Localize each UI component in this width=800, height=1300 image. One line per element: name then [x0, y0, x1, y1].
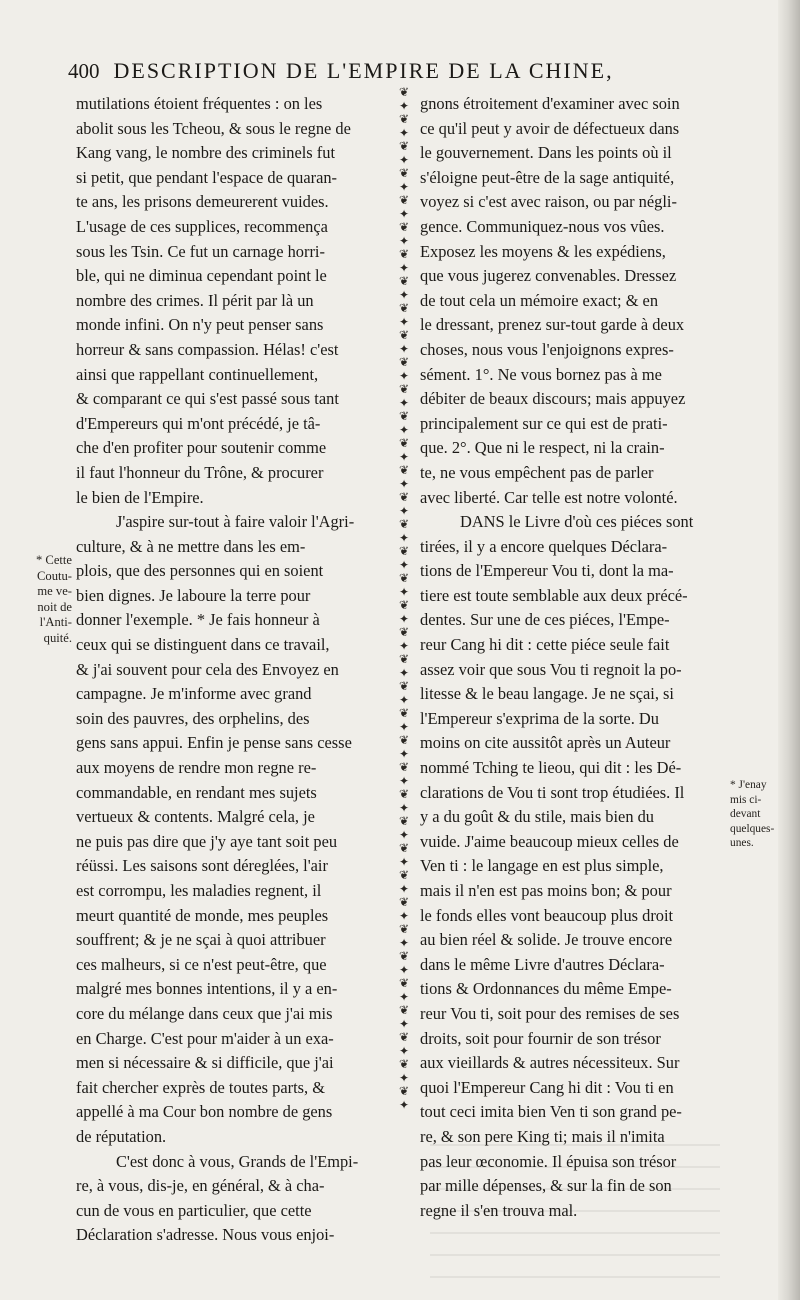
text-line: souffrent; & je ne sçai à quoi attribuer: [76, 930, 326, 950]
text-line: * Cette: [35, 553, 72, 567]
left-text-column: [76, 92, 392, 1248]
text-line: reur Cang hi dit : cette piéce seule fait: [420, 635, 670, 655]
divider-ornament-glyph: ✦: [398, 800, 410, 815]
text-line: s'éloigne peut-être de la sage antiquité,: [420, 167, 675, 187]
divider-ornament-glyph: ✦: [398, 422, 410, 437]
text-line: quoi l'Empereur Cang hi dit : Vou ti en: [420, 1077, 674, 1097]
text-line: unes.: [730, 837, 754, 850]
divider-ornament-glyph: ❦: [398, 544, 410, 558]
text-line: moins on cite aussitôt après un Auteur: [420, 733, 671, 753]
text-line: quité.: [43, 630, 72, 645]
text-line: Kang vang, le nombre des criminels fut: [76, 143, 335, 163]
divider-ornament-glyph: ❦: [398, 1084, 410, 1098]
show-through-bleed: [430, 1128, 720, 1278]
text-line: assez voir que sous Vou ti regnoit la po-: [420, 659, 682, 679]
text-line: me ve-: [37, 584, 72, 599]
text-line: commandable, en rendant mes sujets: [76, 782, 317, 802]
text-line: l'Empereur s'exprima de la sorte. Du: [420, 708, 659, 728]
text-line: voyez si c'est avec raison, ou par négli-: [420, 192, 677, 212]
column-divider-ornament: [395, 86, 413, 1124]
text-line: horreur & sans compassion. Hélas! c'est: [76, 339, 339, 359]
text-line: si petit, que pendant l'espace de quaran-: [76, 167, 338, 187]
text-line: que vous jugerez convenables. Dressez: [420, 266, 677, 286]
divider-ornament-glyph: ✦: [398, 962, 410, 977]
divider-ornament-glyph: ✦: [398, 1043, 410, 1058]
text-line: de tout cela un mémoire exact; & en: [420, 290, 659, 310]
text-line: & j'ai souvent pour cela des Envoyez en: [76, 659, 339, 679]
text-line: par mille dépenses, & sur la fin de son: [420, 1176, 672, 1196]
divider-ornament-glyph: ❦: [398, 706, 410, 720]
divider-ornament-glyph: ❦: [398, 895, 410, 909]
text-line: tiere est toute semblable aux deux précé-: [420, 585, 688, 605]
text-line: * J'enay: [730, 779, 767, 791]
text-line: ainsi que rappellant continuellement,: [76, 364, 319, 384]
divider-ornament-glyph: ❦: [398, 355, 410, 369]
divider-ornament-glyph: ✦: [398, 449, 410, 464]
divider-ornament-glyph: ✦: [398, 1016, 410, 1031]
text-line: campagne. Je m'informe avec grand: [76, 684, 312, 704]
text-line: Ven ti : le langage en est plus simple,: [420, 856, 664, 876]
text-line: men si nécessaire & si difficile, que j'ai: [76, 1053, 334, 1073]
divider-ornament-glyph: ❦: [398, 949, 410, 963]
divider-ornament-glyph: ❦: [398, 463, 410, 477]
text-line: mis ci-: [730, 793, 762, 806]
divider-ornament-glyph: ❦: [398, 571, 410, 585]
divider-ornament-glyph: ❦: [398, 139, 410, 153]
text-line: vuide. J'aime beaucoup mieux celles de: [420, 831, 679, 851]
divider-ornament-glyph: ✦: [398, 206, 410, 221]
divider-ornament-glyph: ❦: [398, 868, 410, 882]
text-line: litesse & le beau langage. Je ne sçai, si: [420, 684, 674, 704]
text-line: mais il n'en est pas moins bon; & pour: [420, 881, 672, 900]
divider-ornament-glyph: ❦: [398, 490, 410, 504]
divider-ornament-glyph: ❦: [398, 409, 410, 423]
text-line: vertueux & contents. Malgré cela, je: [76, 807, 315, 827]
divider-ornament-glyph: ✦: [398, 773, 410, 788]
margin-note-right: [730, 778, 790, 851]
divider-ornament-glyph: ❦: [398, 86, 410, 99]
divider-ornament-glyph: ✦: [398, 341, 410, 356]
text-line: Coutu-: [37, 568, 72, 583]
text-line: J'aspire sur-tout à faire valoir l'Agri-: [116, 512, 355, 532]
text-line: le fonds elles vont beaucoup plus droit: [420, 905, 674, 925]
running-header: [68, 58, 688, 90]
text-line: pas leur œconomie. Il épuisa son trésor: [420, 1151, 677, 1171]
text-line: clarations de Vou ti sont trop étudiées. Il: [420, 782, 685, 802]
text-line: débiter de beaux discours; mais appuyez: [420, 389, 686, 409]
divider-ornament-glyph: ✦: [398, 314, 410, 329]
divider-ornament-glyph: ❦: [398, 1003, 410, 1017]
divider-ornament-glyph: ✦: [398, 125, 410, 140]
divider-ornament-glyph: ❦: [398, 436, 410, 450]
text-line: réüssi. Les saisons sont déreglées, l'air: [76, 856, 328, 876]
divider-ornament-glyph: ❦: [398, 517, 410, 531]
text-line: tout ceci imita bien Ven ti son grand pe-: [420, 1102, 682, 1122]
text-line: re, & son pere King ti; mais il n'imita: [420, 1126, 665, 1146]
text-line: de réputation.: [76, 1126, 167, 1146]
text-line: ce qu'il peut y avoir de défectueux dans: [420, 118, 680, 138]
divider-ornament-glyph: ❦: [398, 760, 410, 774]
divider-ornament-glyph: ❦: [398, 922, 410, 936]
divider-ornament-glyph: ✦: [398, 1070, 410, 1085]
text-line: le dressant, prenez sur-tout garde à deux: [420, 315, 685, 335]
text-line: tions & Ordonnances du même Empe-: [420, 979, 672, 999]
divider-ornament-glyph: ✦: [398, 368, 410, 383]
text-line: ble, qui ne diminua cependant point le: [76, 266, 327, 286]
text-line: aux vieillards & autres nécessiteux. Sur: [420, 1053, 680, 1073]
text-line: noit de: [37, 599, 72, 614]
divider-ornament-glyph: ❦: [398, 598, 410, 612]
text-line: quelques-: [730, 822, 775, 835]
divider-ornament-glyph: ✦: [398, 98, 410, 113]
page-edge-shadow: [778, 0, 800, 1300]
text-line: gens sans appui. Enfin je pense sans cesse: [76, 733, 352, 753]
divider-ornament-glyph: ❦: [398, 166, 410, 180]
divider-ornament-glyph: ✦: [398, 881, 410, 896]
text-line: plois, que des personnes qui en soient: [76, 561, 324, 581]
right-text-column: [420, 92, 726, 1223]
running-title: DESCRIPTION DE L'EMPIRE DE LA CHINE,: [113, 58, 614, 83]
text-line: re, à vous, dis-je, en général, & à cha-: [76, 1176, 325, 1196]
text-line: appellé à ma Cour bon nombre de gens: [76, 1102, 333, 1122]
divider-ornament-glyph: ✦: [398, 827, 410, 842]
text-line: ne puis pas dire que j'y aye tant soit peu: [76, 831, 338, 851]
text-line: d'Empereurs qui m'ont précédé, je tâ-: [76, 413, 321, 433]
divider-ornament-glyph: ❦: [398, 1030, 410, 1044]
text-line: sous les Tsin. Ce fut un carnage horri-: [76, 241, 325, 261]
divider-ornament-glyph: ❦: [398, 976, 410, 990]
text-line: DANS le Livre d'où ces piéces sont: [460, 512, 694, 532]
text-line: fait chercher exprès de toutes parts, &: [76, 1077, 325, 1097]
text-line: monde infini. On n'y peut penser sans: [76, 315, 324, 335]
text-line: le gouvernement. Dans les points où il: [420, 143, 672, 163]
text-line: y a du goût & du stile, mais bien du: [420, 807, 654, 827]
text-line: avec liberté. Car telle est notre volonté.: [420, 487, 678, 507]
divider-ornament-glyph: ✦: [398, 584, 410, 599]
divider-ornament-glyph: ✦: [398, 476, 410, 491]
divider-ornament-glyph: ❦: [398, 733, 410, 747]
text-line: soin des pauvres, des orphelins, des: [76, 708, 310, 728]
text-line: tirées, il y a encore quelques Déclara-: [420, 536, 668, 556]
divider-ornament-glyph: ❦: [398, 328, 410, 342]
divider-ornament-glyph: ✦: [398, 746, 410, 761]
divider-ornament-glyph: ✦: [398, 233, 410, 248]
divider-ornament-glyph: ❦: [398, 247, 410, 261]
divider-ornament-glyph: ❦: [398, 301, 410, 315]
divider-ornament-glyph: ✦: [398, 530, 410, 545]
text-line: le bien de l'Empire.: [76, 487, 204, 507]
text-line: droits, soit pour fournir de son trésor: [420, 1028, 661, 1048]
divider-ornament-glyph: ✦: [398, 287, 410, 302]
text-line: gence. Communiquez-nous vos vûes.: [420, 216, 665, 236]
text-line: cun de vous en particulier, que cette: [76, 1200, 312, 1220]
text-line: gnons étroitement d'examiner avec soin: [420, 94, 680, 113]
divider-ornament-glyph: ✦: [398, 1097, 410, 1112]
text-line: Exposez les moyens & les expédiens,: [420, 241, 666, 261]
text-line: tions de l'Empereur Vou ti, dont la ma-: [420, 561, 674, 581]
text-line: il faut l'honneur du Trône, & procurer: [76, 462, 324, 482]
divider-ornament-glyph: ❦: [398, 220, 410, 234]
divider-ornament-glyph: ✦: [398, 935, 410, 950]
divider-ornament-glyph: ❦: [398, 193, 410, 207]
divider-ornament-glyph: ✦: [398, 179, 410, 194]
text-line: te ans, les prisons demeurerent vuides.: [76, 192, 329, 212]
text-line: mutilations étoient fréquentes : on les: [76, 94, 323, 113]
divider-ornament-glyph: ✦: [398, 260, 410, 275]
text-line: dans le même Livre d'autres Déclara-: [420, 954, 665, 974]
divider-ornament-glyph: ❦: [398, 625, 410, 639]
text-line: malgré mes bonnes intentions, il y a en-: [76, 979, 338, 999]
text-line: Déclaration s'adresse. Nous vous enjoi-: [76, 1225, 335, 1245]
text-line: meurt quantité de monde, mes peuples: [76, 905, 329, 925]
text-line: L'usage de ces supplices, recommença: [76, 216, 328, 236]
text-line: au bien réel & solide. Je trouve encore: [420, 930, 673, 950]
text-line: dentes. Sur une de ces piéces, l'Empe-: [420, 610, 670, 630]
text-line: devant: [730, 808, 761, 821]
text-line: te, ne vous empêchent pas de parler: [420, 462, 654, 482]
text-line: abolit sous les Tcheou, & sous le regne de: [76, 118, 351, 138]
divider-ornament-glyph: ❦: [398, 1057, 410, 1071]
divider-ornament-glyph: ✦: [398, 854, 410, 869]
divider-ornament-glyph: ✦: [398, 557, 410, 572]
text-line: ces malheurs, si ce n'est peut-être, que: [76, 954, 327, 974]
page-number: 400: [68, 59, 100, 83]
divider-ornament-glyph: ❦: [398, 841, 410, 855]
divider-ornament-glyph: ❦: [398, 814, 410, 828]
divider-ornament-glyph: ✦: [398, 503, 410, 518]
divider-ornament-glyph: ✦: [398, 989, 410, 1004]
margin-note-left: [12, 553, 72, 647]
divider-ornament-glyph: ❦: [398, 652, 410, 666]
text-line: donner l'exemple. * Je fais honneur à: [76, 610, 320, 630]
divider-ornament-glyph: ❦: [398, 787, 410, 801]
text-line: en Charge. C'est pour m'aider à un exa-: [76, 1028, 334, 1048]
text-line: choses, nous vous l'enjoignons expres-: [420, 339, 674, 359]
divider-ornament-glyph: ✦: [398, 665, 410, 680]
text-line: nombre des crimes. Il périt par là un: [76, 290, 314, 310]
divider-ornament-glyph: ❦: [398, 382, 410, 396]
divider-ornament-glyph: ✦: [398, 692, 410, 707]
text-line: aux moyens de rendre mon regne re-: [76, 758, 317, 778]
divider-ornament-glyph: ✦: [398, 638, 410, 653]
text-line: que. 2°. Que ni le respect, ni la crain-: [420, 438, 665, 458]
text-line: che d'en profiter pour soutenir comme: [76, 438, 327, 458]
divider-ornament-glyph: ✦: [398, 611, 410, 626]
divider-ornament-glyph: ✦: [398, 395, 410, 410]
divider-ornament-glyph: ✦: [398, 719, 410, 734]
text-line: reur Vou ti, soit pour des remises de ses: [420, 1003, 680, 1023]
text-line: bien dignes. Je laboure la terre pour: [76, 585, 311, 605]
divider-ornament-glyph: ✦: [398, 908, 410, 923]
text-line: l'Anti-: [39, 615, 72, 630]
text-line: C'est donc à vous, Grands de l'Empi-: [116, 1151, 359, 1171]
text-line: nommé Tching te lieou, qui dit : les Dé-: [420, 758, 682, 778]
text-line: culture, & à ne mettre dans les em-: [76, 536, 306, 556]
divider-ornament-glyph: ❦: [398, 274, 410, 288]
divider-ornament-glyph: ❦: [398, 679, 410, 693]
divider-ornament-glyph: ❦: [398, 112, 410, 126]
text-line: core du mélange dans ceux que j'ai mis: [76, 1003, 333, 1023]
text-line: regne il s'en trouva mal.: [420, 1200, 578, 1220]
text-line: principalement sur ce qui est de prati-: [420, 413, 668, 433]
text-line: est corrompu, les maladies regnent, il: [76, 881, 322, 900]
text-line: ceux qui se distinguent dans ce travail,: [76, 635, 330, 655]
text-line: sément. 1°. Ne vous bornez pas à me: [420, 364, 662, 384]
text-line: & comparant ce qui s'est passé sous tant: [76, 389, 339, 409]
divider-ornament-glyph: ✦: [398, 152, 410, 167]
